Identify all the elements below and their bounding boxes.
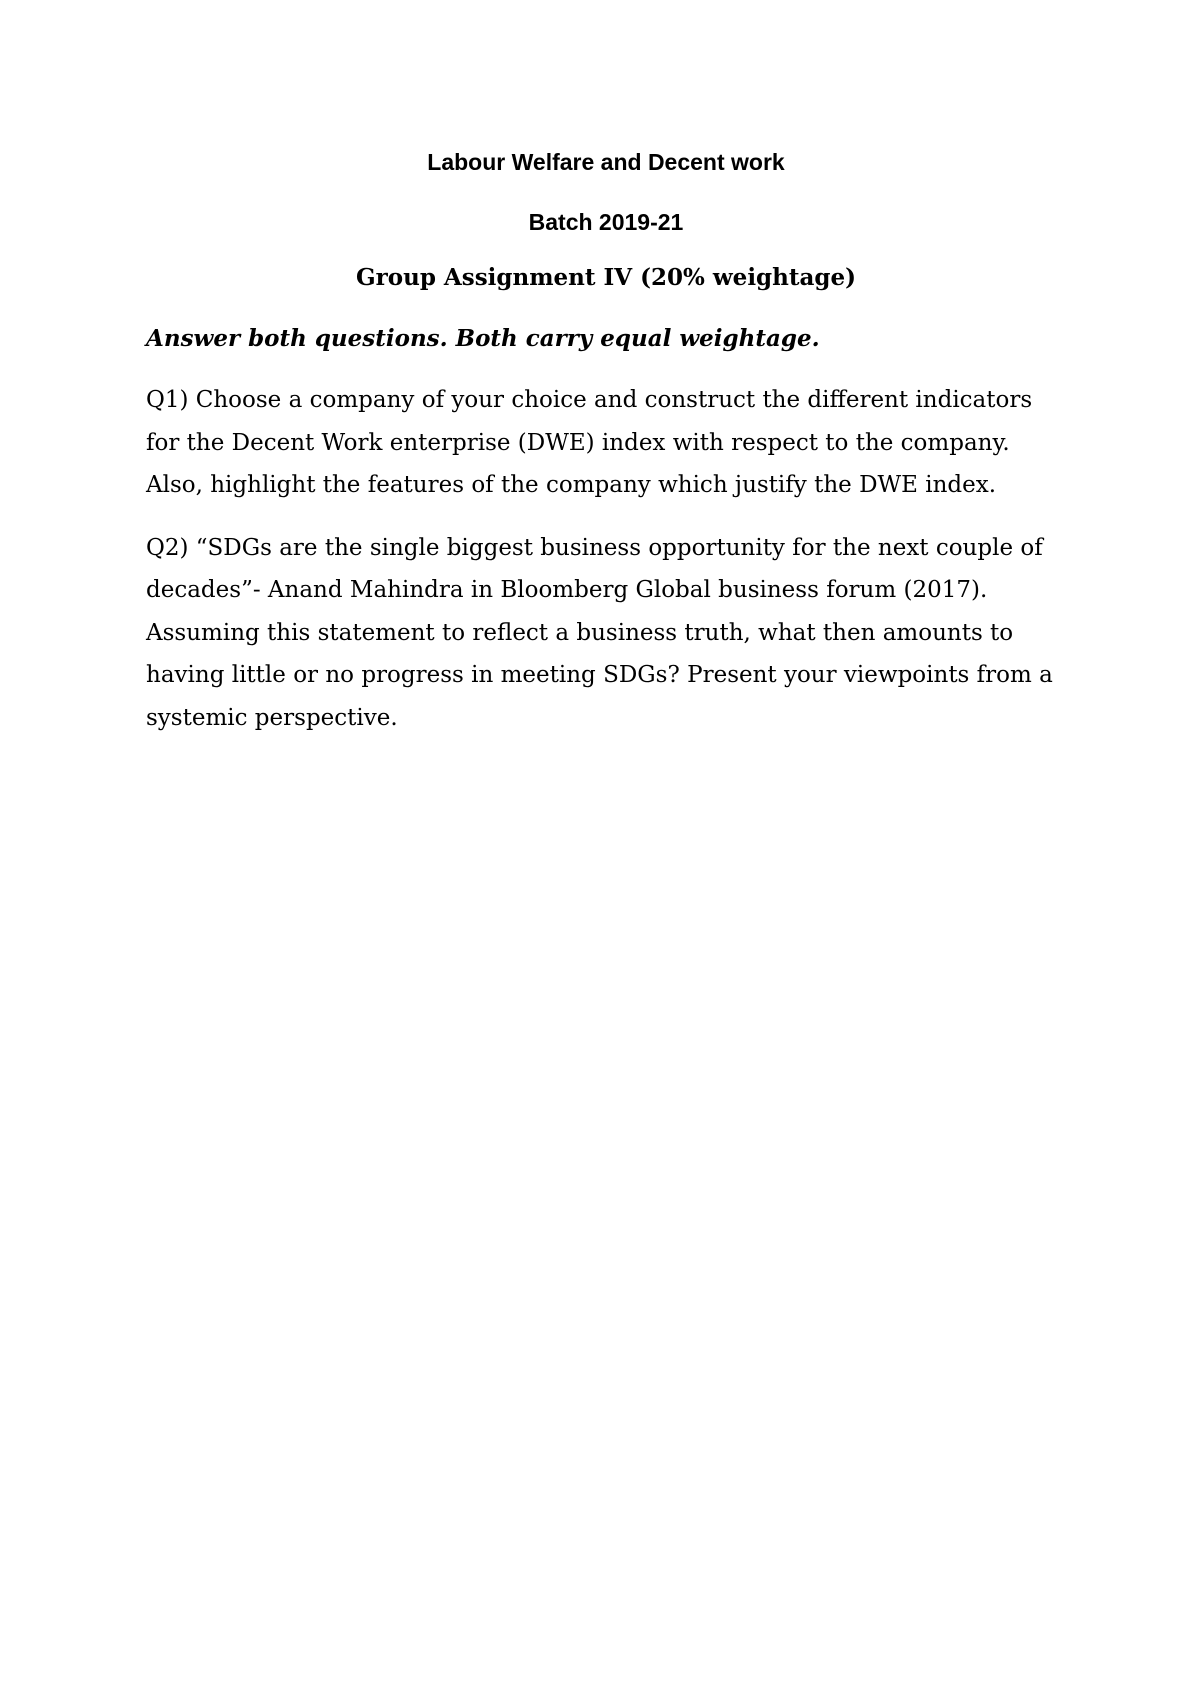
batch-label: Batch 2019-21 <box>528 209 684 235</box>
question-1: Q1) Choose a company of your choice and construct the different indicators for the Decent Work enterprise (DWE) index with respect to the company. Also, highlight the features of the company which justify the DWE index. <box>146 387 1033 498</box>
instruction-text: Answer both questions. Both carry equal weightage. <box>146 325 820 352</box>
assignment-heading: Group Assignment IV (20% weightage) <box>356 264 856 291</box>
document-title: Labour Welfare and Decent work <box>427 149 785 175</box>
document-content <box>146 146 1066 759</box>
question-2: Q2) “SDGs are the single biggest business opportunity for the next couple of decades”- Anand Mahindra in Bloomberg Global business forum (2017). Assuming this statement to reflect a business truth, what then amounts to having little or no progress in meeting SDGs? Present your viewpoints from a systemic perspective. <box>146 534 1053 731</box>
